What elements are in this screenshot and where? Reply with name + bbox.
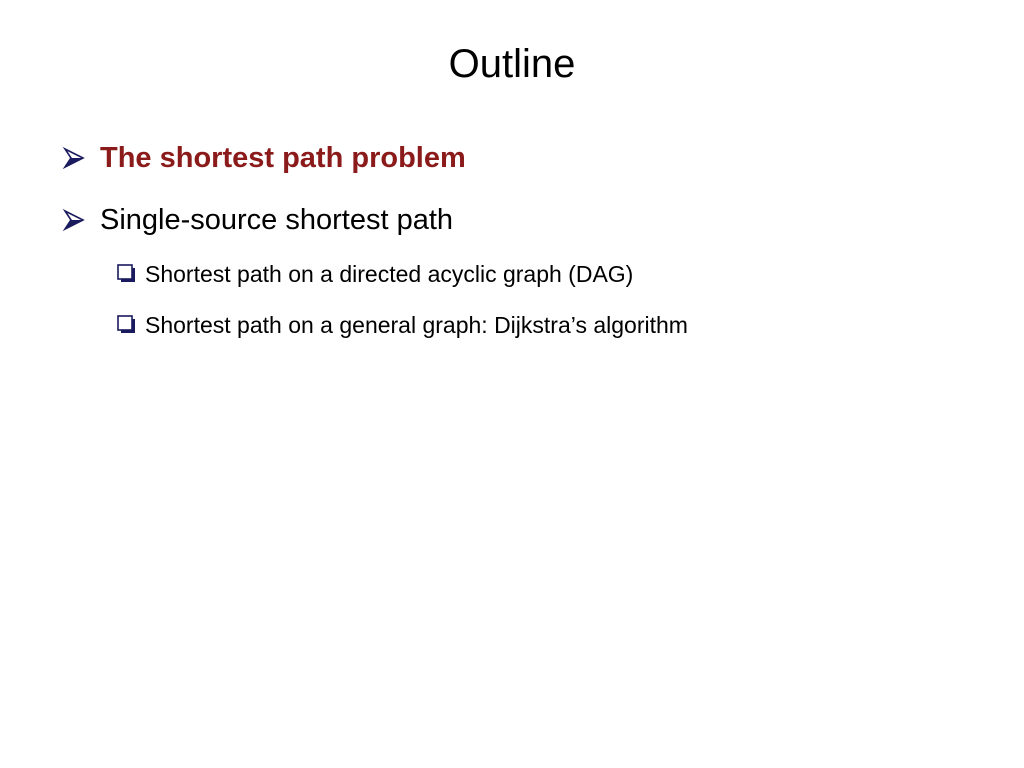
outline-item-shortest-path-problem (62, 140, 466, 176)
outline-subitem-label: Shortest path on a general graph: Dijkstra’s algorithm (145, 312, 688, 338)
outline-subitem-dijkstra (116, 310, 688, 340)
hollow-square-bullet-icon (116, 262, 145, 286)
arrowhead-bullet-icon (62, 206, 100, 234)
outline-item-label: Single-source shortest path (100, 204, 454, 236)
outline-item-label: The shortest path problem (100, 142, 466, 174)
hollow-square-bullet-icon (116, 313, 145, 337)
slide-title: Outline (448, 42, 576, 86)
outline-subitem-label: Shortest path on a directed acyclic graph (DAG) (145, 261, 634, 287)
arrowhead-bullet-icon (62, 144, 100, 172)
outline-item-single-source (62, 202, 453, 238)
outline-subitem-dag (116, 259, 633, 289)
